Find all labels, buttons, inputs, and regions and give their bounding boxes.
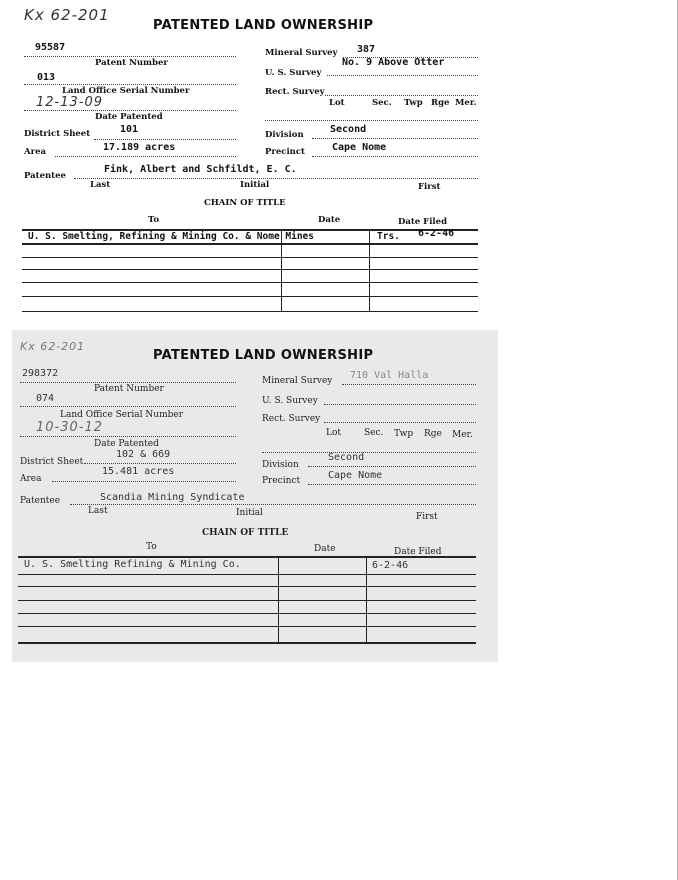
name-col-last: Last xyxy=(88,506,108,516)
date-patented-label: Date Patented xyxy=(95,112,163,122)
chain-date: Trs. xyxy=(377,231,400,242)
district-sheet-label: District Sheet xyxy=(20,457,84,467)
name-col-initial: Initial xyxy=(240,180,270,190)
division-label: Division xyxy=(265,130,304,140)
ownership-card-1 xyxy=(0,0,500,320)
chain-header-to: To xyxy=(146,542,157,552)
precinct-label: Precinct xyxy=(265,147,305,157)
rect-col: Sec. xyxy=(364,428,384,438)
area-label: Area xyxy=(24,147,46,157)
rect-col: Twp xyxy=(404,98,423,108)
card-title: PATENTED LAND OWNERSHIP xyxy=(153,18,374,33)
chain-filed: 6-2-46 xyxy=(418,228,455,239)
date-patented-value: 12-13-09 xyxy=(36,95,104,110)
file-note: Kx 62-201 xyxy=(20,340,86,353)
area-label: Area xyxy=(20,474,42,484)
file-note: Kx 62-201 xyxy=(24,6,110,24)
chain-filed: 6-2-46 xyxy=(372,560,409,571)
us-survey-label: U. S. Survey xyxy=(262,396,318,406)
us-survey-value: No. 9 Above Otter xyxy=(342,57,445,68)
mineral-survey-label: Mineral Survey xyxy=(262,376,333,386)
patent-number-value: 298372 xyxy=(22,368,59,379)
rect-col: Sec. xyxy=(372,98,392,108)
mineral-survey-value: 710 Val Halla xyxy=(350,370,429,381)
us-survey-label: U. S. Survey xyxy=(265,68,322,78)
rect-survey-label: Rect. Survey xyxy=(265,87,325,97)
chain-title: CHAIN OF TITLE xyxy=(204,198,286,208)
patentee-value: Fink, Albert and Schfildt, E. C. xyxy=(104,164,297,175)
division-label: Division xyxy=(262,460,299,470)
district-sheet-value: 102 & 669 xyxy=(116,449,171,460)
chain-header-filed: Date Filed xyxy=(394,547,442,557)
name-col-initial: Initial xyxy=(236,508,263,518)
mineral-survey-value: 387 xyxy=(357,44,376,55)
chain-header-to: To xyxy=(148,215,160,225)
name-col-first: First xyxy=(418,182,441,192)
division-value: Second xyxy=(330,124,367,135)
chain-to: U. S. Smelting, Refining & Mining Co. & Nome Mines xyxy=(28,231,314,242)
precinct-label: Precinct xyxy=(262,476,301,486)
area-value: 15.481 acres xyxy=(102,466,175,477)
name-col-last: Last xyxy=(90,180,111,190)
rect-col: Rge xyxy=(424,429,442,439)
chain-title: CHAIN OF TITLE xyxy=(202,528,289,538)
district-sheet-label: District Sheet xyxy=(24,129,91,139)
district-sheet-value: 101 xyxy=(120,124,139,135)
chain-header-date: Date xyxy=(318,215,341,225)
patentee-value: Scandia Mining Syndicate xyxy=(100,492,245,503)
area-value: 17.189 acres xyxy=(103,142,176,153)
rect-col: Lot xyxy=(326,428,342,438)
patentee-label: Patentee xyxy=(20,496,61,506)
rect-col: Mer. xyxy=(452,430,473,440)
patentee-label: Patentee xyxy=(24,171,66,181)
rect-survey-label: Rect. Survey xyxy=(262,414,321,424)
precinct-value: Cape Nome xyxy=(332,142,387,153)
card-title: PATENTED LAND OWNERSHIP xyxy=(153,348,374,363)
rect-col: Rge xyxy=(431,98,450,108)
chain-header-date: Date xyxy=(314,544,336,554)
precinct-value: Cape Nome xyxy=(328,470,383,481)
rect-col: Lot xyxy=(329,98,345,108)
mineral-survey-label: Mineral Survey xyxy=(265,48,338,58)
chain-to: U. S. Smelting Refining & Mining Co. xyxy=(24,559,241,570)
date-patented-value: 10-30-12 xyxy=(36,420,104,435)
date-patented-label: Date Patented xyxy=(94,439,159,449)
serial-value: 074 xyxy=(36,393,55,404)
serial-value: 013 xyxy=(37,72,56,83)
patent-number-label: Patent Number xyxy=(95,58,168,68)
chain-header-filed: Date Filed xyxy=(398,217,448,227)
patent-number-value: 95587 xyxy=(35,42,66,53)
serial-label: Land Office Serial Number xyxy=(62,86,190,96)
name-col-first: First xyxy=(416,512,438,522)
rect-col: Mer. xyxy=(455,98,477,108)
rect-col: Twp xyxy=(394,429,414,439)
division-value: Second xyxy=(328,452,365,463)
ownership-card-2 xyxy=(12,330,498,662)
patent-number-label: Patent Number xyxy=(94,384,164,394)
serial-label: Land Office Serial Number xyxy=(60,410,184,420)
